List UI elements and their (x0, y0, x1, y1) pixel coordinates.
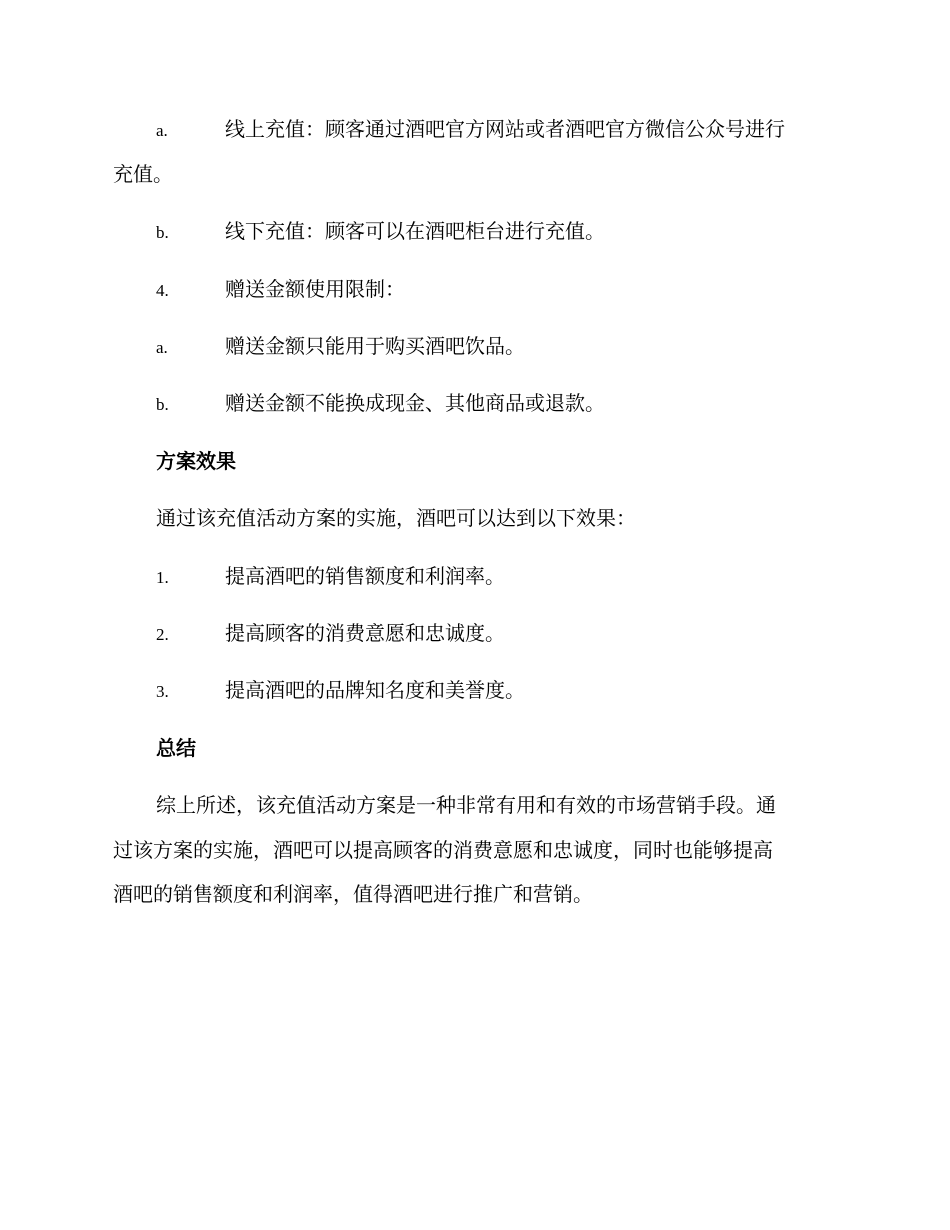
section-heading-summary: 总结 (156, 736, 196, 760)
summary-line: 酒吧的销售额度和利润率，值得酒吧进行推广和营销。 (113, 882, 593, 906)
list-marker: 4. (156, 281, 169, 300)
list-item-text: 赠送金额只能用于购买酒吧饮品。 (225, 334, 525, 358)
list-item-text: 提高顾客的消费意愿和忠诚度。 (225, 621, 505, 645)
summary-line: 综上所述，该充值活动方案是一种非常有用和有效的市场营销手段。通 (156, 793, 776, 817)
list-item-text: 线下充值：顾客可以在酒吧柜台进行充值。 (225, 219, 605, 243)
list-marker: 1. (156, 568, 169, 587)
list-item-continuation: 充值。 (113, 162, 173, 186)
summary-line: 过该方案的实施，酒吧可以提高顾客的消费意愿和忠诚度，同时也能够提高 (113, 838, 773, 862)
list-marker: 3. (156, 682, 169, 701)
list-marker: b. (156, 223, 169, 242)
list-marker: a. (156, 121, 168, 140)
list-item-text: 线上充值：顾客通过酒吧官方网站或者酒吧官方微信公众号进行 (225, 117, 785, 141)
list-item-text: 赠送金额不能换成现金、其他商品或退款。 (225, 391, 605, 415)
list-item-text: 赠送金额使用限制： (225, 277, 405, 301)
section-heading-effect: 方案效果 (156, 449, 236, 473)
list-marker: b. (156, 395, 169, 414)
list-marker: a. (156, 338, 168, 357)
list-item-text: 提高酒吧的销售额度和利润率。 (225, 564, 505, 588)
list-item-text: 提高酒吧的品牌知名度和美誉度。 (225, 678, 525, 702)
section-intro: 通过该充值活动方案的实施，酒吧可以达到以下效果： (156, 506, 636, 530)
list-marker: 2. (156, 625, 169, 644)
